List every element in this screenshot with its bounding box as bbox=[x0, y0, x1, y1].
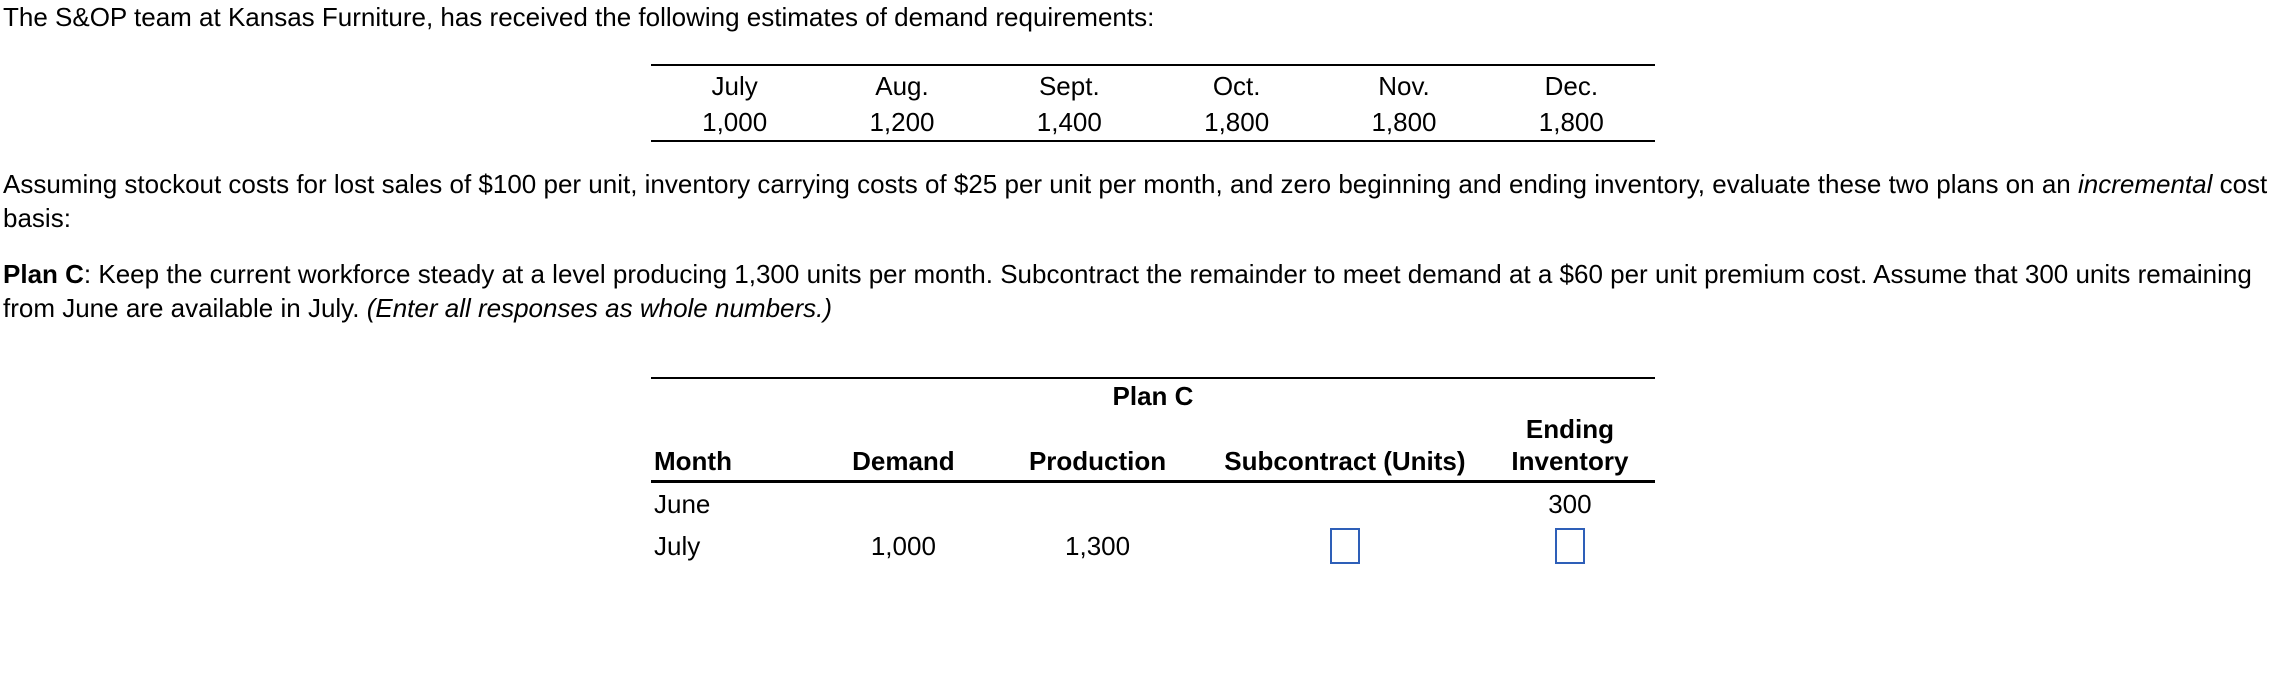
plan-c-instruction: (Enter all responses as whole numbers.) bbox=[366, 293, 833, 323]
subcontract-answer-input[interactable] bbox=[1330, 528, 1360, 564]
demand-value: 1,200 bbox=[869, 106, 935, 137]
plan-c-label: Plan C bbox=[3, 259, 84, 289]
assumption-body: Assuming stockout costs for lost sales of $100 per unit, inventory carrying costs of $25 per unit per month, and zero beginning and ending inventory, evaluate these two plans on an bbox=[3, 169, 2078, 199]
assumption-text bbox=[3, 167, 2273, 235]
month-header: Dec. bbox=[1544, 70, 1599, 101]
ending-header-line2: Inventory bbox=[1511, 446, 1629, 476]
subcontract-column-header: Subcontract (Units) bbox=[1205, 413, 1485, 482]
plan-c-header-row bbox=[651, 413, 1655, 482]
demand-value: 1,800 bbox=[1538, 106, 1604, 137]
row-ending-inventory: 300 bbox=[1548, 488, 1592, 519]
assumption-emphasis: incremental bbox=[2077, 169, 2213, 199]
row-demand bbox=[817, 482, 990, 526]
plan-c-description bbox=[3, 257, 2273, 325]
row-subcontract bbox=[1205, 525, 1485, 567]
intro-text: The S&OP team at Kansas Furniture, has received the following estimates of demand requirements: bbox=[3, 2, 1155, 32]
table-row bbox=[651, 482, 1655, 526]
ending-header-line1: Ending bbox=[1525, 414, 1614, 444]
assumption-tail: cost basis: bbox=[3, 169, 2268, 233]
month-header: Aug. bbox=[875, 70, 929, 101]
demand-value: 1,400 bbox=[1036, 106, 1102, 137]
plan-c-title-row bbox=[651, 377, 1655, 413]
production-column-header: Production bbox=[990, 413, 1205, 482]
row-production bbox=[990, 482, 1205, 526]
month-header: Oct. bbox=[1212, 70, 1261, 101]
month-header: Sept. bbox=[1038, 70, 1100, 101]
ending-inventory-column-header bbox=[1485, 413, 1655, 482]
row-month: July bbox=[654, 530, 701, 561]
month-header: July bbox=[711, 70, 758, 101]
plan-c-table bbox=[651, 413, 1655, 567]
plan-c-table-title: Plan C bbox=[1112, 381, 1194, 411]
plan-c-body: : Keep the current workforce steady at a level producing 1,300 units per month. Subcontract the remainder to meet demand at a $60 per unit premium cost. Assume that 300 units remaining from June are available in July. bbox=[3, 259, 2252, 323]
month-column-header: Month bbox=[651, 413, 817, 482]
row-demand: 1,000 bbox=[870, 530, 936, 561]
demand-value: 1,800 bbox=[1204, 106, 1270, 137]
demand-estimates-table bbox=[651, 64, 1655, 142]
row-subcontract bbox=[1205, 482, 1485, 526]
demand-column-header: Demand bbox=[817, 413, 990, 482]
row-month: June bbox=[654, 488, 711, 519]
row-production: 1,300 bbox=[1065, 530, 1131, 561]
demand-value: 1,000 bbox=[702, 106, 768, 137]
ending-inventory-answer-input[interactable] bbox=[1555, 528, 1585, 564]
demand-values-row bbox=[651, 104, 1655, 141]
demand-months-row bbox=[651, 65, 1655, 104]
table-row bbox=[651, 525, 1655, 567]
plan-c-table-container bbox=[651, 377, 1655, 567]
month-header: Nov. bbox=[1378, 70, 1430, 101]
row-ending-inventory bbox=[1485, 525, 1655, 567]
demand-value: 1,800 bbox=[1371, 106, 1437, 137]
